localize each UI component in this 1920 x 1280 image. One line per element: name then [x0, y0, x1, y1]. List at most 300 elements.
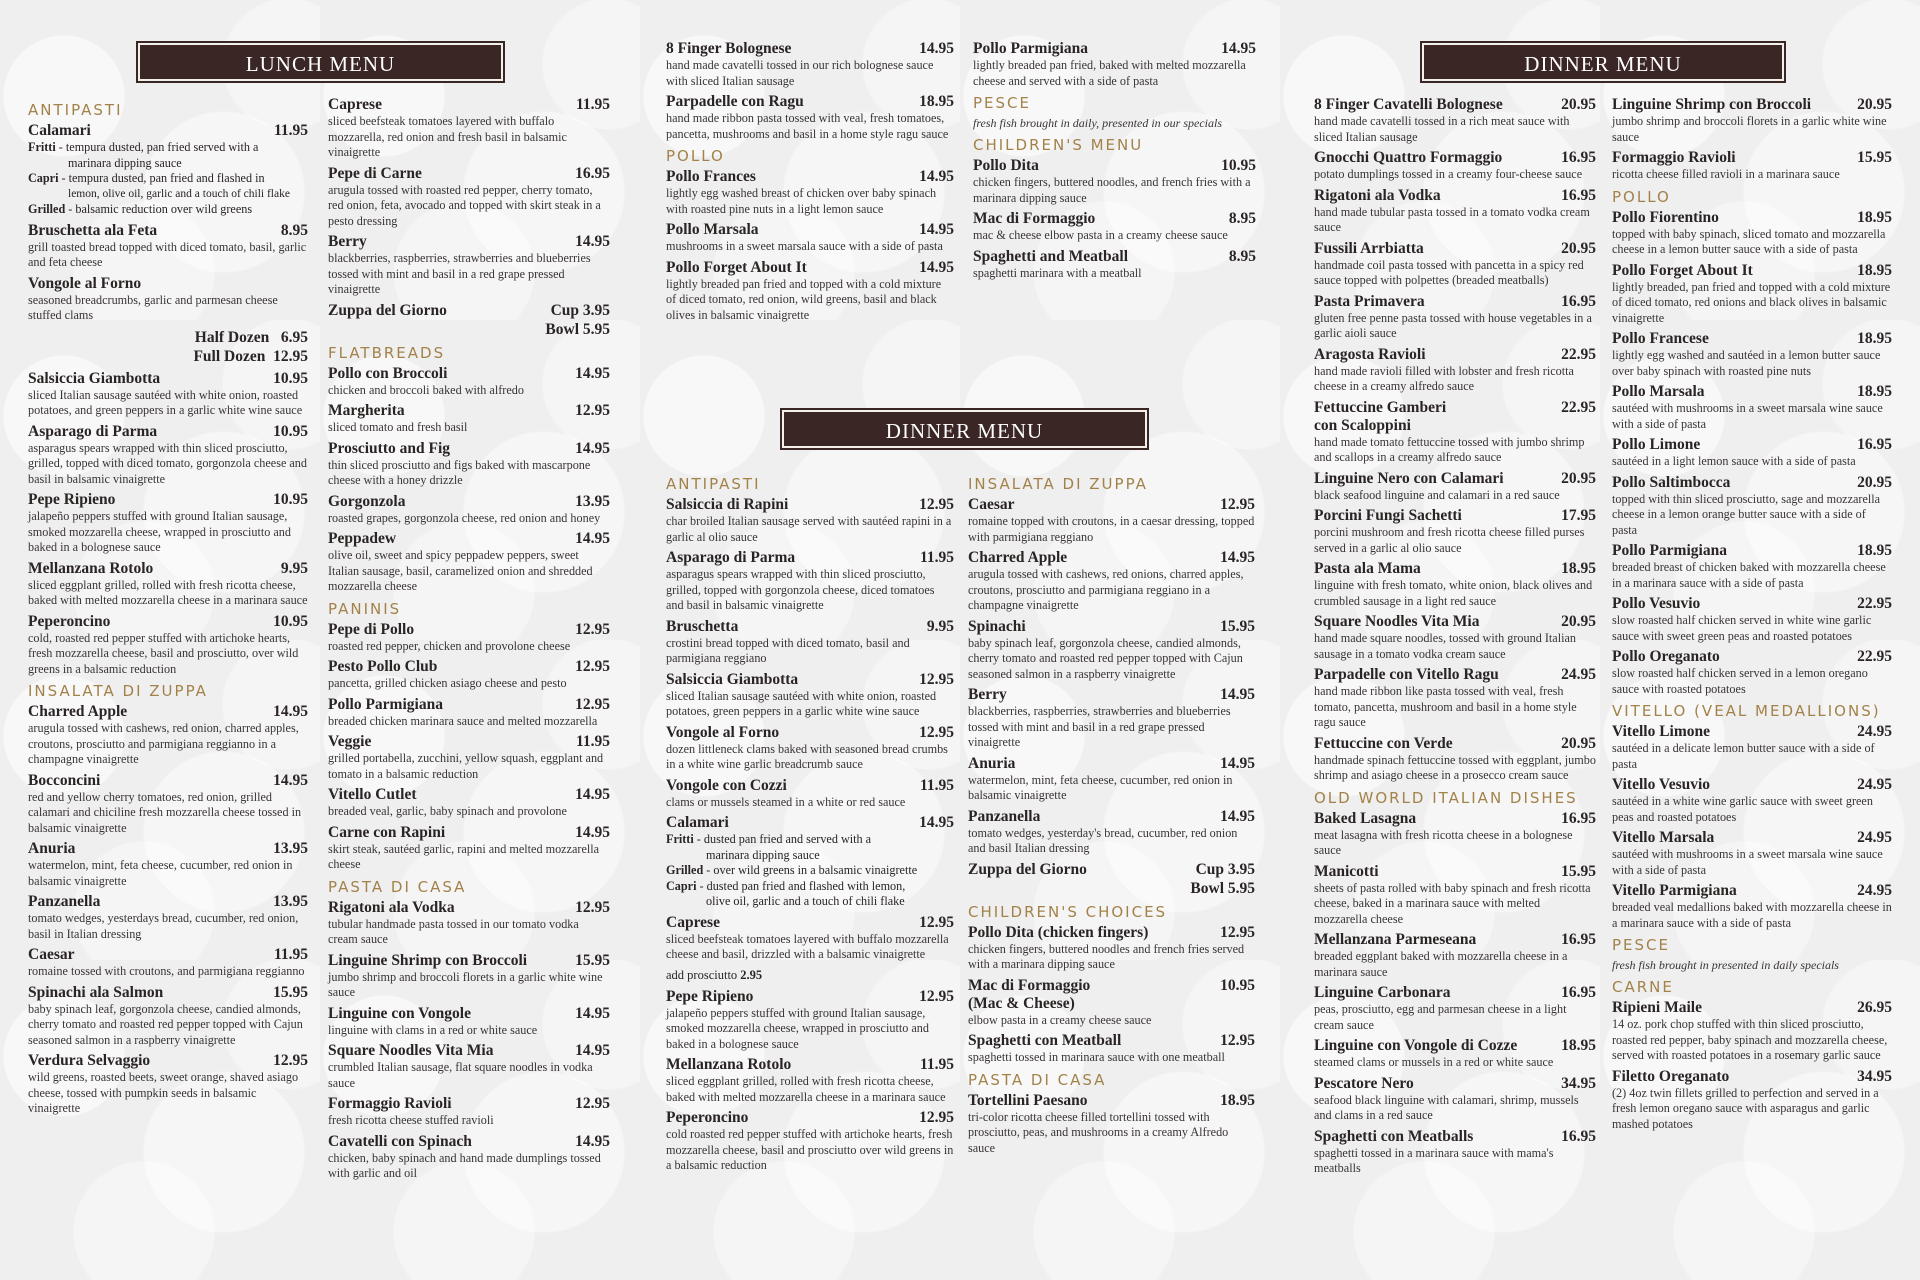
section-title: PESCE [973, 94, 1031, 112]
item-name: Carne con Rapini [328, 823, 446, 841]
menu-item [1612, 262, 1892, 327]
item-name: Rigatoni ala Vodka [328, 898, 455, 916]
item-price: 12.95 [575, 1095, 610, 1112]
item-price: 22.95 [1561, 345, 1596, 363]
item-name: Vitello Vesuvio [1612, 776, 1711, 793]
menu-list [28, 703, 308, 1117]
menu-item [968, 549, 1255, 614]
item-price: 18.95 [1857, 383, 1892, 400]
menu-item: Caprese 12.95 sliced beefsteak tomatoes layered with buffalo mozzarella cheese and basil, drizzled with a balsamic vinaigrette [666, 913, 954, 961]
menu-list [1612, 723, 1892, 931]
item-price: 22.95 [1857, 648, 1892, 665]
item-description: arugula tossed with cashews, red onions, charred apples, croutons, prosciutto and parmigiana reggiano in a champagne vinaigrette [968, 567, 1244, 612]
item-description: dozen littleneck clams baked with seasoned bread crumbs in a white wine garlic breadcrumb sauce [666, 741, 948, 771]
item-name: Spaghetti con Meatballs [1314, 1127, 1474, 1145]
item-name: Mellanzana Rotolo [28, 559, 154, 577]
menu-item [28, 370, 308, 419]
menu-item [328, 658, 610, 692]
lunch-column-1 [28, 96, 308, 1121]
item-price: 26.95 [1857, 999, 1892, 1016]
item-name: Asparago di Parma [28, 422, 158, 440]
menu-list [666, 988, 954, 1174]
item-name: Spinachi [968, 617, 1026, 635]
menu-list [328, 96, 610, 298]
menu-list [1612, 209, 1892, 698]
item-price: 15.95 [575, 951, 610, 969]
item-name: Cavatelli con Spinach [328, 1132, 472, 1150]
item-name: 8 Finger Cavatelli Bolognese [1314, 96, 1503, 113]
item-price: 18.95 [1220, 1091, 1255, 1109]
item-name: Peperoncino [666, 1109, 749, 1126]
zuppa-bowl: Bowl 5.95 [1190, 879, 1255, 897]
item-description: arugula tossed with cashews, red onion, charred apples, croutons, prosciutto and parmigiana reggianno in a champagne vinaigrette [28, 721, 299, 766]
menu-item [666, 168, 954, 217]
section-title: ANTIPASTI [28, 101, 123, 119]
menu-item [1612, 436, 1892, 470]
item-name: Anuria [28, 840, 76, 857]
item-description: crumbled Italian sausage, flat square noodles in vodka sauce [328, 1060, 593, 1090]
item-name: Berry [328, 233, 367, 250]
item-name: Pescatore Nero [1314, 1074, 1414, 1092]
item-name: Filetto Oreganato [1612, 1067, 1730, 1085]
menu-item [1314, 507, 1596, 556]
item-description: sautéed with mushrooms in a sweet marsala wine sauce with a side of pasta [1612, 847, 1883, 877]
item-price: 14.95 [1220, 549, 1255, 566]
menu-item [1612, 96, 1892, 145]
menu-item [28, 275, 308, 324]
item-price: 15.95 [273, 983, 308, 1001]
item-price: 14.95 [273, 703, 308, 720]
item-description: sliced Italian sausage sautéed with white onion, roasted potatoes, green peppers in a garlic white wine sauce [666, 688, 937, 718]
item-price: 16.95 [575, 164, 610, 182]
menu-item: Calamari 14.95 Fritti - dusted pan fried and served with a marinara dipping sauce Grilled - over wild greens in a balsamic vinaigrette Capri - dusted pan fried and flashed with lemon, olive oil, garlic and a touch of chili flake [666, 814, 954, 908]
item-description: thin sliced prosciutto and figs baked with mascarpone cheese with a honey drizzle [328, 457, 591, 487]
item-description: mushrooms in a sweet marsala sauce with a side of pasta [666, 239, 943, 253]
menu-item [968, 924, 1255, 973]
menu-item [1314, 613, 1596, 662]
item-price: 11.95 [919, 776, 954, 794]
item-name: Pepe di Carne [328, 164, 422, 182]
item-name: Pepe di Pollo [328, 620, 415, 638]
item-price: 24.95 [1857, 882, 1892, 899]
full-dozen: Full Dozen 12.95 [193, 347, 308, 365]
item-description: grill toasted bread topped with diced tomato, basil, garlic and feta cheese [28, 239, 307, 269]
item-price: 14.95 [1220, 807, 1255, 825]
menu-item [666, 618, 954, 667]
item-name: Mellanzana Parmeseana [1314, 931, 1477, 948]
menu-item [328, 96, 610, 161]
menu-item [28, 772, 308, 837]
item-price: 11.95 [919, 549, 954, 566]
item-description: hand made ribbon like pasta tossed with veal, fresh tomato, pancetta, mushroom and basil in a home style ragu sauce [1314, 684, 1577, 729]
item-description: clams or mussels steamed in a white or red sauce [666, 794, 906, 809]
item-name: Porcini Fungi Sachetti [1314, 507, 1462, 524]
item-description: potato dumplings tossed in a creamy four-cheese sauce [1314, 167, 1583, 181]
item-name: Spinachi ala Salmon [28, 983, 164, 1001]
menu-item [1612, 149, 1892, 183]
section-title: CARNE [1612, 978, 1674, 996]
item-price: 10.95 [1221, 157, 1256, 174]
menu-item [666, 259, 954, 324]
menu-item [1314, 240, 1596, 289]
section-title: INSALATA DI ZUPPA [28, 682, 208, 700]
item-name: Caesar [28, 946, 75, 963]
item-description: spaghetti marinara with a meatball [973, 265, 1142, 280]
item-name: Caesar [968, 496, 1015, 513]
item-price: 10.95 [1220, 976, 1255, 994]
item-description: linguine with clams in a red or white sauce [328, 1022, 538, 1037]
item-price: 14.95 [919, 258, 954, 276]
menu-item [968, 755, 1255, 804]
item-description: handmade coil pasta tossed with pancetta in a spicy red sauce topped with polpettes (breaded meatballs) [1314, 257, 1584, 287]
zuppa-bowl: Bowl 5.95 [545, 320, 610, 338]
item-description: hand made tomato fettuccine tossed with jumbo shrimp and scallops in a creamy alfredo sauce [1314, 434, 1585, 464]
item-price: 15.95 [1561, 862, 1596, 880]
dinner-menu-banner-center: DINNER MENU [782, 410, 1147, 448]
pesce-note: fresh fish brought in daily, presented in our specials [973, 116, 1222, 130]
item-description: watermelon, mint, feta cheese, cucumber, red onion in balsamic vinaigrette [968, 772, 1233, 802]
menu-item [666, 549, 954, 614]
menu-list [28, 370, 308, 678]
menu-item [28, 423, 308, 488]
item-name: Pollo Marsala [1612, 383, 1705, 400]
menu-item [666, 221, 954, 255]
menu-item [666, 93, 954, 142]
section-title: PANINIS [328, 599, 402, 618]
menu-item [1612, 474, 1892, 539]
item-price: 12.95 [575, 898, 610, 916]
menu-item [328, 786, 610, 820]
menu-item [1612, 723, 1892, 772]
item-name: Mellanzana Rotolo [666, 1056, 792, 1073]
item-name: Calamari [28, 122, 91, 139]
item-price: 10.95 [273, 612, 308, 630]
item-description: black seafood linguine and calamari in a red sauce [1314, 487, 1560, 502]
dinner-column-3 [1314, 96, 1596, 1181]
menu-item [666, 40, 954, 89]
item-name: Rigatoni ala Vodka [1314, 186, 1441, 204]
item-description: roasted grapes, gorgonzola cheese, red onion and honey [328, 510, 601, 525]
menu-item [28, 840, 308, 889]
menu-item [328, 733, 610, 782]
item-name: Pollo Frances [666, 168, 756, 185]
item-price: 11.95 [273, 946, 308, 963]
item-description: sliced Italian sausage sautéed with white onion, roasted potatoes, and green peppers in a garlic white wine sauce [28, 387, 303, 417]
item-description: asparagus spears wrapped with thin sliced prosciutto, grilled, topped with gorgonzola cheese, diced tomatoes and basil in balsamic vinaigrette [666, 567, 935, 612]
item-price: 9.95 [280, 559, 308, 577]
item-description: pancetta, grilled chicken asiago cheese and pesto [328, 676, 567, 690]
item-price: 22.95 [1857, 595, 1892, 612]
item-price: 24.95 [1561, 666, 1596, 683]
section-title: PASTA DI CASA [968, 1070, 1107, 1089]
pesce-note: fresh fish brought in presented in daily specials [1612, 958, 1839, 972]
item-name: Spaghetti and Meatball [973, 247, 1129, 265]
item-name: Pepe Ripieno [28, 491, 116, 508]
item-name: Bruschetta ala Feta [28, 221, 158, 239]
item-description: jalapeño peppers stuffed with ground Italian sausage, smoked mozzarella cheese, wrapped in prosciutto and baked in a bolognese sauce [28, 509, 291, 554]
item-name: Pollo Forget About It [666, 258, 807, 276]
menu-item [1314, 149, 1596, 183]
item-price: 18.95 [1857, 208, 1892, 226]
menu-item [968, 808, 1255, 857]
menu-item [328, 493, 610, 527]
item-description: hand made ravioli filled with lobster and fresh ricotta cheese in a creamy alfredo sauce [1314, 363, 1574, 393]
menu-item [1612, 542, 1892, 591]
dinner-column-1 [666, 470, 954, 1178]
item-description: breaded chicken marinara sauce and melted mozzarella [328, 713, 598, 728]
item-description: porcini mushroom and fresh ricotta cheese filled purses served in a garlic al olio sauce [1314, 525, 1585, 555]
menu-item [1314, 187, 1596, 236]
item-name: Aragosta Ravioli [1314, 345, 1426, 363]
item-price: 12.95 [1220, 1032, 1255, 1049]
lunch-column-4 [973, 40, 1256, 285]
menu-item [1314, 984, 1596, 1033]
item-description: jalapeño peppers stuffed with ground Italian sausage, smoked mozzarella cheese, wrapped in prosciutto and baked in a bolognese sauce [666, 1005, 929, 1051]
add-prosciutto: add prosciutto 2.95 [666, 967, 763, 982]
item-description: grilled portabella, zucchini, yellow squash, eggplant and tomato in a balsamic reduction [328, 751, 604, 781]
item-description: topped with baby spinach, sliced tomato and mozzarella cheese in a lemon butter sauce with a side of pasta [1612, 226, 1886, 256]
item-price: 16.95 [1561, 149, 1596, 166]
item-name: Ripieni Maile [1612, 999, 1702, 1016]
item-description: sliced tomato and fresh basil [328, 420, 468, 434]
item-name: Verdura Selvaggio [28, 1052, 151, 1069]
menu-list [1314, 810, 1596, 1177]
item-price: 11.95 [919, 1056, 954, 1073]
item-price: 18.95 [1857, 261, 1892, 279]
item-description: hand made tubular pasta tossed in a tomato vodka cream sauce [1314, 204, 1590, 234]
item-description: wild greens, roasted beets, sweet orange, shaved asiago cheese, tossed with pumpkin seeds in balsamic vinaigrette [28, 1070, 299, 1115]
dinner-column-2 [968, 470, 1255, 1160]
item-price: 8.95 [1228, 210, 1256, 227]
item-name: Tortellini Paesano [968, 1091, 1088, 1109]
menu-item [328, 1042, 610, 1091]
item-price: 18.95 [1857, 542, 1892, 559]
item-name: Pollo Vesuvio [1612, 595, 1701, 612]
menu-list [1612, 999, 1892, 1132]
item-description: lightly egg washed breast of chicken over baby spinach with roasted pine nuts in a light lemon sauce [666, 186, 937, 216]
menu-list [666, 40, 954, 142]
item-price: 14.95 [575, 233, 610, 250]
zuppa-item: Zuppa del Giorno Cup 3.95 [328, 301, 610, 319]
item-description: blackberries, raspberries, strawberries and blueberries tossed with mint and basil in a red grape pressed vinaigrette [968, 704, 1231, 749]
item-description: hand made ribbon pasta tossed with veal, fresh tomatoes, pancetta, mushrooms and basil in a home style ragu sauce [666, 111, 949, 141]
section-title: ANTIPASTI [666, 475, 761, 493]
section-title: POLLO [666, 147, 725, 165]
item-name: Manicotti [1314, 862, 1379, 880]
item-price: 12.95 [273, 1052, 308, 1069]
menu-item [1314, 346, 1596, 395]
menu-list [328, 621, 610, 873]
item-name: Pollo Dita (chicken fingers) [968, 923, 1149, 941]
item-name: Pollo Saltimbocca [1612, 473, 1731, 491]
item-variant: Capri - tempura dusted, pan fried and flashed in [28, 171, 265, 185]
menu-item [1612, 829, 1892, 878]
menu-item [973, 210, 1256, 244]
item-name: Vitello Limone [1612, 723, 1711, 740]
item-price: 18.95 [1561, 560, 1596, 577]
item-price: 14.95 [1220, 754, 1255, 772]
item-description: watermelon, mint, feta cheese, cucumber, red onion in balsamic vinaigrette [28, 858, 293, 888]
item-description: baby spinach leaf, gorgonzola cheese, candied almonds, cherry tomato and roasted red pepper topped with Cajun seasoned salmon in a raspberry vinaigrette [28, 1001, 303, 1047]
menu-item [328, 1133, 610, 1182]
item-name: Vitello Marsala [1612, 829, 1715, 846]
menu-item [1314, 293, 1596, 342]
item-name: Pollo Fiorentino [1612, 208, 1719, 226]
item-price: 12.95 [919, 1109, 954, 1126]
item-price: 13.95 [575, 492, 610, 510]
item-name: Mac di Formaggio [973, 210, 1096, 227]
item-name: Square Noodles Vita Mia [328, 1042, 494, 1059]
item-name: Vitello Parmigiana [1612, 882, 1737, 899]
item-name: 8 Finger Bolognese [666, 40, 792, 57]
menu-item [328, 952, 610, 1001]
menu-item [1612, 648, 1892, 697]
item-name: Asparago di Parma [666, 549, 796, 566]
item-price: 20.95 [1561, 613, 1596, 630]
menu-list [968, 924, 1255, 1066]
item-name: Gorgonzola [328, 492, 406, 510]
item-price: 18.95 [919, 93, 954, 110]
item-name: Vongole al Forno [28, 274, 142, 292]
item-name: Spaghetti con Meatball [968, 1032, 1122, 1049]
menu-item [968, 496, 1255, 545]
section-title: PASTA DI CASA [328, 877, 467, 896]
menu-item [973, 157, 1256, 206]
item-price: 11.95 [273, 122, 308, 139]
item-price: 11.95 [575, 96, 610, 113]
item-description: asparagus spears wrapped with thin sliced prosciutto, grilled, topped with diced tomato, gorgonzola cheese and basil in balsamic vinaigrette [28, 440, 307, 486]
item-name: Veggie [328, 733, 372, 750]
menu-item [328, 621, 610, 655]
item-price: 13.95 [273, 893, 308, 910]
item-name: Salsiccia di Rapini [666, 496, 789, 513]
item-name: Pollo Marsala [666, 221, 759, 238]
menu-item [666, 988, 954, 1053]
item-description: sautéed with mushrooms in a sweet marsala wine sauce with a side of pasta [1612, 401, 1883, 431]
item-description: sliced eggplant grilled, rolled with fresh ricotta cheese, baked with melted mozzarella cheese in a marinara sauce [666, 1074, 946, 1104]
item-price: 14.95 [575, 823, 610, 841]
menu-item [28, 703, 308, 768]
item-description: olive oil, sweet and spicy peppadew peppers, sweet Italian sausage, basil, caramelized onion and shredded mozzarella cheese [328, 548, 593, 593]
item-price: 14.95 [575, 1004, 610, 1022]
item-name: Pasta ala Mama [1314, 560, 1421, 577]
item-description: blackberries, raspberries, strawberries and blueberries tossed with mint and basil in a red grape pressed vinaigrette [328, 251, 591, 296]
item-description: lightly breaded pan fried and topped with a cold mixture of diced tomato, red onion, wild greens, basil and black olives in balsamic vinaigrette [666, 276, 942, 322]
item-price: 24.95 [1857, 723, 1892, 740]
item-price: 12.95 [919, 670, 954, 688]
item-price: 18.95 [1561, 1037, 1596, 1054]
item-description: sliced beefsteak tomatoes layered with buffalo mozzarella, red onion and fresh basil in balsamic vinaigrette [328, 114, 567, 159]
item-price: 16.95 [1561, 809, 1596, 827]
item-name: Panzanella [968, 807, 1041, 825]
item-description: gluten free penne pasta tossed with house vegetables in a garlic aioli sauce [1314, 310, 1592, 340]
item-description: red and yellow cherry tomatoes, red onion, grilled calamari and chiciline fresh mozzarella cheese tossed in balsamic vinaigrette [28, 789, 302, 835]
item-name: Salsiccia Giambotta [28, 369, 161, 387]
half-dozen: Half Dozen 6.95 [194, 328, 308, 346]
item-description: hand made square noodles, tossed with ground Italian sausage in a tomato vodka cream sauce [1314, 631, 1576, 661]
menu-item: Pollo Parmigiana 14.95 lightly breaded pan fried, baked with melted mozzarella cheese and served with a side of pasta [973, 40, 1256, 88]
item-name: Pollo Dita [973, 157, 1039, 174]
item-price: 14.95 [273, 771, 308, 789]
menu-item [1314, 399, 1596, 466]
item-price: 22.95 [1561, 398, 1596, 416]
menu-item [328, 899, 610, 948]
menu-item [666, 1109, 954, 1174]
item-name: Linguine Nero con Calamari [1314, 469, 1504, 487]
item-price: 16.95 [1561, 186, 1596, 204]
menu-item [1314, 863, 1596, 928]
menu-list [666, 496, 954, 810]
menu-item [328, 233, 610, 298]
item-description: hand made cavatelli tossed in our rich bolognese sauce with sliced Italian sausage [666, 58, 934, 88]
menu-item [1314, 1037, 1596, 1071]
menu-item [1612, 1068, 1892, 1133]
menu-item [968, 1032, 1255, 1066]
item-name: Peperoncino [28, 612, 111, 630]
section-title: PESCE [1612, 936, 1670, 954]
item-price: 15.95 [1220, 617, 1255, 635]
menu-item [328, 1095, 610, 1129]
item-name-line2: (Mac & Cheese) [968, 994, 1075, 1012]
item-description: chicken and broccoli baked with alfredo [328, 382, 524, 397]
item-price: 14.95 [919, 221, 954, 238]
item-price: 8.95 [1228, 247, 1256, 265]
item-description: linguine with fresh tomato, white onion, black olives and crumbled sausage in a light red sauce [1314, 578, 1593, 608]
item-description: chicken fingers, buttered noodles and french fries served with a marinara dipping sauce [968, 941, 1245, 971]
item-name: Salsiccia Giambotta [666, 670, 799, 688]
item-price: 20.95 [1561, 734, 1596, 752]
item-description: mac & cheese elbow pasta in a creamy cheese sauce [973, 228, 1228, 242]
lunch-column-3 [666, 40, 954, 327]
item-name: Pesto Pollo Club [328, 658, 438, 675]
item-price: 10.95 [273, 491, 308, 508]
item-name: Linguine con Vongole [328, 1004, 471, 1022]
item-price: 12.95 [919, 987, 954, 1005]
item-description: sautéed in a white wine garlic sauce with sweet green peas and roasted potatoes [1612, 794, 1873, 824]
menu-item [968, 686, 1255, 751]
item-description: lightly breaded, pan fried and topped with a cold mixture of diced tomato, red onions and black olives in balsamic vinaigrette [1612, 279, 1891, 325]
item-price: 34.95 [1561, 1074, 1596, 1092]
item-price: 15.95 [1857, 149, 1892, 166]
item-price: 10.95 [273, 422, 308, 440]
item-name: Linguine Shrimp con Broccoli [328, 951, 528, 969]
item-price: 10.95 [273, 369, 308, 387]
menu-item [28, 613, 308, 678]
menu-list [666, 168, 954, 323]
item-name: Linguine Carbonara [1314, 984, 1451, 1001]
menu-item [1612, 383, 1892, 432]
item-description: char broiled Italian sausage served with sautéed rapini in a garlic al olio sauce [666, 514, 952, 544]
item-description: sheets of pasta rolled with baby spinach and fresh ricotta cheese, baked in a marinara sauce with melted mozzarella cheese [1314, 880, 1591, 926]
item-description: peas, prosciutto, egg and parmesan cheese in a light cream sauce [1314, 1002, 1567, 1032]
item-description: roasted red pepper, chicken and provolone cheese [328, 638, 571, 653]
item-name: Panzanella [28, 893, 101, 910]
item-description: meat lasagna with fresh ricotta cheese in a bolognese sauce [1314, 827, 1573, 857]
item-price: 20.95 [1857, 96, 1892, 113]
section-title: FLATBREADS [328, 343, 446, 362]
item-description: baby spinach leaf, gorgonzola cheese, candied almonds, cherry tomato and roasted red pepper topped with Cajun seasoned salmon in a raspberry vinaigrette [968, 635, 1243, 681]
item-description: fresh ricotta cheese stuffed ravioli [328, 1113, 494, 1127]
item-description: jumbo shrimp and broccoli florets in a garlic white wine sauce [328, 969, 603, 999]
item-price: 16.95 [1561, 1127, 1596, 1145]
menu-item [1314, 560, 1596, 609]
item-name: Berry [968, 686, 1007, 703]
item-price: 18.95 [1857, 330, 1892, 347]
item-description: cold, roasted red pepper stuffed with artichoke hearts, fresh mozzarella cheese, basil and prosciutto, over wild greens in a balsamic reduction [28, 630, 299, 676]
menu-item [1314, 666, 1596, 731]
item-price: 14.95 [575, 1132, 610, 1150]
item-description: cold roasted red pepper stuffed with artichoke hearts, fresh mozzarella cheese, basil and prosciutto over wild greens in a balsamic reduction [666, 1127, 954, 1172]
